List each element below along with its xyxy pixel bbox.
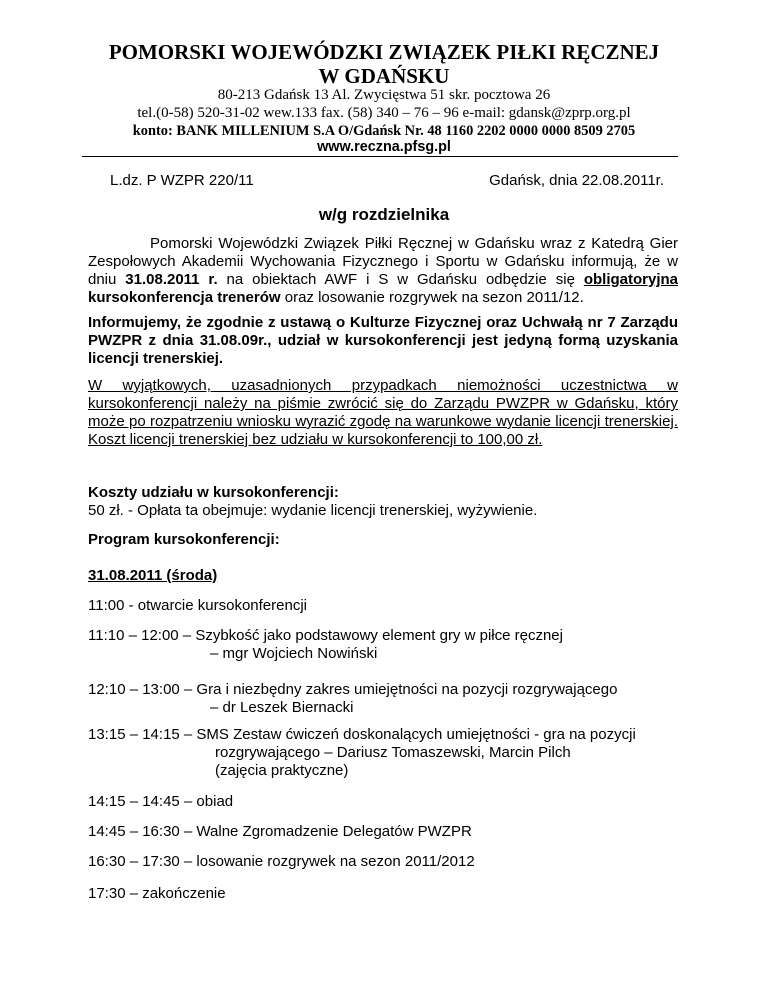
intro-text-c: oraz losowanie rozgrywek na sezon 2011/12. (280, 289, 584, 306)
intro-text-b: na obiektach AWF i S w Gdańsku odbędzie się (217, 271, 584, 288)
program-item: 14:15 – 14:45 – obiad (88, 793, 234, 810)
program-item (88, 726, 688, 780)
program-item-title: 11:10 – 12:00 – Szybkość jako podstawowy element gry w piłce ręcznej (88, 627, 563, 644)
costs-text: 50 zł. - Opłata ta obejmuje: wydanie licencji trenerskiej, wyżywienie. (88, 502, 538, 519)
reference-number: L.dz. P WZPR 220/11 (110, 172, 254, 189)
costs-section (88, 484, 678, 520)
program-item-title: 13:15 – 14:15 – SMS Zestaw ćwiczeń doskonalących umiejętności - gra na pozycji (88, 726, 636, 743)
organization-name: POMORSKI WOJEWÓDZKI ZWIĄZEK PIŁKI RĘCZNEJ (108, 40, 660, 64)
postal-address: 80-213 Gdańsk 13 Al. Zwycięstwa 51 skr. pocztowa 26 (217, 87, 551, 103)
program-item: 17:30 – zakończenie (88, 885, 226, 902)
bank-account: konto: BANK MILLENIUM S.A O/Gdańsk Nr. 48 1160 2202 0000 0000 8509 2705 (132, 123, 636, 139)
intro-paragraph (88, 235, 678, 307)
program-item-speaker: – mgr Wojciech Nowiński (210, 645, 378, 662)
program-item (88, 627, 688, 663)
program-item-speaker: – dr Leszek Biernacki (210, 699, 354, 716)
program-heading: Program kursokonferencji: (88, 531, 280, 548)
exception-paragraph: W wyjątkowych, uzasadnionych przypadkach niemożności uczestnictwa w kursokonferencji należy na piśmie zwrócić się do Zarządu PWZPR w Gdańsku, który może po rozpatrzeniu wniosku wyrazić zgodę na warunkowe wydanie licencji trenerskiej. Koszt licencji trenerskiej bez udziału w kursokonferencji to 100,00 zł. (88, 377, 678, 448)
contact-info: tel.(0-58) 520-31-02 wew.133 fax. (58) 340 – 76 – 96 e-mail: gdansk@zprp.org.pl (137, 105, 631, 121)
program-item-speaker: rozgrywającego – Dariusz Tomaszewski, Marcin Pilch (215, 744, 571, 761)
program-date: 31.08.2011 (środa) (88, 567, 218, 584)
program-item: 14:45 – 16:30 – Walne Zgromadzenie Delegatów PWZPR (88, 823, 472, 840)
costs-heading: Koszty udziału w kursokonferencji: (88, 484, 339, 501)
obligatory-word: obligatoryjna (583, 271, 679, 288)
conference-name: kursokonferencja trenerów (88, 289, 281, 306)
place-and-date: Gdańsk, dnia 22.08.2011r. (489, 172, 664, 189)
letter-subject: w/g rozdzielnika (318, 205, 450, 224)
organization-city: W GDAŃSKU (318, 64, 450, 88)
program-item (88, 681, 688, 717)
intro-text-a: Pomorski Wojewódzki Związek Piłki Ręcznej w Gdańsku wraz z Katedrą Gier Zespołowych Akademii Wychowania Fizycznego i Sportu w Gdańsku informują, że w dniu (88, 235, 678, 288)
website-link[interactable]: www.reczna.pfsg.pl (317, 139, 451, 155)
program-item-note: (zajęcia praktyczne) (215, 762, 349, 779)
license-info-paragraph: Informujemy, że zgodnie z ustawą o Kulturze Fizycznej oraz Uchwałą nr 7 Zarządu PWZPR z dnia 31.08.09r., udział w kursokonferencji jest jedyną formą uzyskania licencji trenerskiej. (88, 314, 678, 367)
program-item: 16:30 – 17:30 – losowanie rozgrywek na sezon 2011/2012 (88, 853, 475, 870)
event-date: 31.08.2011 r. (125, 271, 218, 288)
program-item: 11:00 - otwarcie kursokonferencji (88, 597, 307, 614)
program-item-title: 12:10 – 13:00 – Gra i niezbędny zakres umiejętności na pozycji rozgrywającego (88, 681, 618, 698)
header-divider (82, 156, 678, 157)
